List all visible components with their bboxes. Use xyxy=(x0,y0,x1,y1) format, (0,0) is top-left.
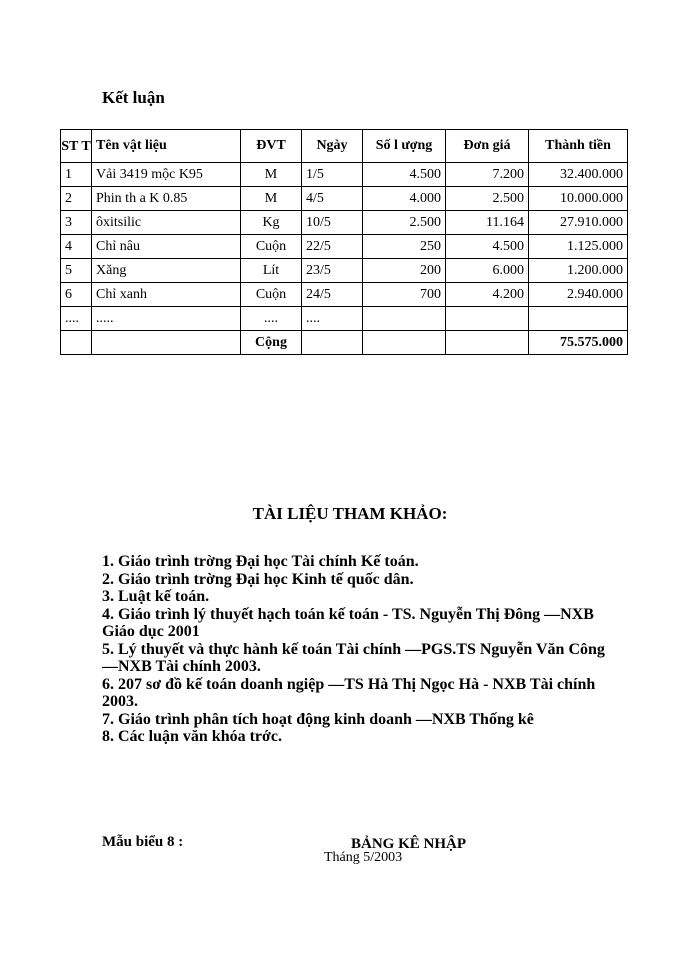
cell-unit: Cuộn xyxy=(241,283,302,307)
cell-name: ..... xyxy=(92,307,241,331)
cell-qty: 4.000 xyxy=(363,187,446,211)
reference-item: 7. Giáo trình phân tích hoạt động kinh doanh —NXB Thống kê xyxy=(102,710,534,728)
cell-date: 24/5 xyxy=(302,283,363,307)
reference-item: 6. 207 sơ đồ kế toán doanh ngiệp —TS Hà Thị Ngọc Hà - NXB Tài chính 2003. xyxy=(102,675,596,710)
cell-stt: 4 xyxy=(61,235,92,259)
footer-label: Cộng xyxy=(241,331,302,355)
cell-stt: .... xyxy=(61,307,92,331)
table-header-row xyxy=(61,130,628,163)
cell-qty: 4.500 xyxy=(363,163,446,187)
cell-total xyxy=(529,307,628,331)
cell-qty: 700 xyxy=(363,283,446,307)
cell-total: 10.000.000 xyxy=(529,187,628,211)
cell-name: Chỉ xanh xyxy=(92,283,241,307)
cell-stt: 2 xyxy=(61,187,92,211)
cell-name: Phin th a K 0.85 xyxy=(92,187,241,211)
cell-total: 32.400.000 xyxy=(529,163,628,187)
header-name: Tên vật liệu xyxy=(92,130,241,163)
cell-price: 4.500 xyxy=(446,235,529,259)
cell-price: 4.200 xyxy=(446,283,529,307)
cell-unit: M xyxy=(241,163,302,187)
footer-cell xyxy=(92,331,241,355)
header-qty: Số l ượng xyxy=(363,130,446,163)
form-title: BẢNG KÊ NHẬP xyxy=(351,836,467,852)
table-row xyxy=(61,307,628,331)
table-row xyxy=(61,259,628,283)
reference-item: 3. Luật kế toán. xyxy=(102,588,210,605)
cell-name: ôxitsilic xyxy=(92,211,241,235)
cell-unit: M xyxy=(241,187,302,211)
references-title: TÀI LIỆU THAM KHẢO: xyxy=(252,504,448,523)
footer-cell xyxy=(363,331,446,355)
cell-stt: 1 xyxy=(61,163,92,187)
form-subtitle: Tháng 5/2003 xyxy=(324,850,403,865)
header-unit: ĐVT xyxy=(241,130,302,163)
footer-cell xyxy=(302,331,363,355)
cell-name: Vải 3419 mộc K95 xyxy=(92,163,241,187)
cell-stt: 5 xyxy=(61,259,92,283)
reference-item: 4. Giáo trình lý thuyết hạch toán kế toán - TS. Nguyễn Thị Đông —NXB Giáo dục 2001 xyxy=(102,605,594,640)
header-total: Thành tiền xyxy=(529,130,628,163)
cell-date: 1/5 xyxy=(302,163,363,187)
footer-cell xyxy=(61,331,92,355)
cell-unit: Cuộn xyxy=(241,235,302,259)
cell-price: 6.000 xyxy=(446,259,529,283)
cell-name: Chỉ nâu xyxy=(92,235,241,259)
cell-date: 4/5 xyxy=(302,187,363,211)
cell-unit: Kg xyxy=(241,211,302,235)
materials-table xyxy=(60,129,628,355)
cell-price: 2.500 xyxy=(446,187,529,211)
references-list xyxy=(102,553,612,746)
cell-total: 2.940.000 xyxy=(529,283,628,307)
cell-date: 22/5 xyxy=(302,235,363,259)
table-footer-row xyxy=(61,331,628,355)
cell-qty: 200 xyxy=(363,259,446,283)
cell-name: Xăng xyxy=(92,259,241,283)
table-row xyxy=(61,235,628,259)
cell-qty: 250 xyxy=(363,235,446,259)
reference-item: 5. Lý thuyết và thực hành kế toán Tài chính —PGS.TS Nguyễn Văn Công —NXB Tài chính 2003. xyxy=(102,640,605,675)
table-row xyxy=(61,283,628,307)
table-row xyxy=(61,187,628,211)
cell-date: 23/5 xyxy=(302,259,363,283)
reference-item: 1. Giáo trình trờng Đại học Tài chính Kế toán. xyxy=(102,553,419,570)
cell-total: 1.200.000 xyxy=(529,259,628,283)
form-label: Mẫu biểu 8 : xyxy=(102,834,184,850)
table-row xyxy=(61,211,628,235)
cell-price xyxy=(446,307,529,331)
cell-date: .... xyxy=(302,307,363,331)
cell-price: 11.164 xyxy=(446,211,529,235)
cell-qty: 2.500 xyxy=(363,211,446,235)
table-row xyxy=(61,163,628,187)
footer-total: 75.575.000 xyxy=(529,331,628,355)
cell-qty xyxy=(363,307,446,331)
cell-total: 1.125.000 xyxy=(529,235,628,259)
header-price: Đơn giá xyxy=(446,130,529,163)
footer-cell xyxy=(446,331,529,355)
cell-date: 10/5 xyxy=(302,211,363,235)
header-stt: ST T xyxy=(61,130,92,163)
reference-item: 8. Các luận văn khóa trớc. xyxy=(102,728,282,745)
cell-stt: 6 xyxy=(61,283,92,307)
reference-item: 2. Giáo trình trờng Đại học Kinh tế quốc dân. xyxy=(102,570,414,588)
section-heading: Kết luận xyxy=(102,88,165,107)
header-date: Ngày xyxy=(302,130,363,163)
cell-price: 7.200 xyxy=(446,163,529,187)
cell-unit: .... xyxy=(241,307,302,331)
cell-unit: Lít xyxy=(241,259,302,283)
cell-total: 27.910.000 xyxy=(529,211,628,235)
cell-stt: 3 xyxy=(61,211,92,235)
